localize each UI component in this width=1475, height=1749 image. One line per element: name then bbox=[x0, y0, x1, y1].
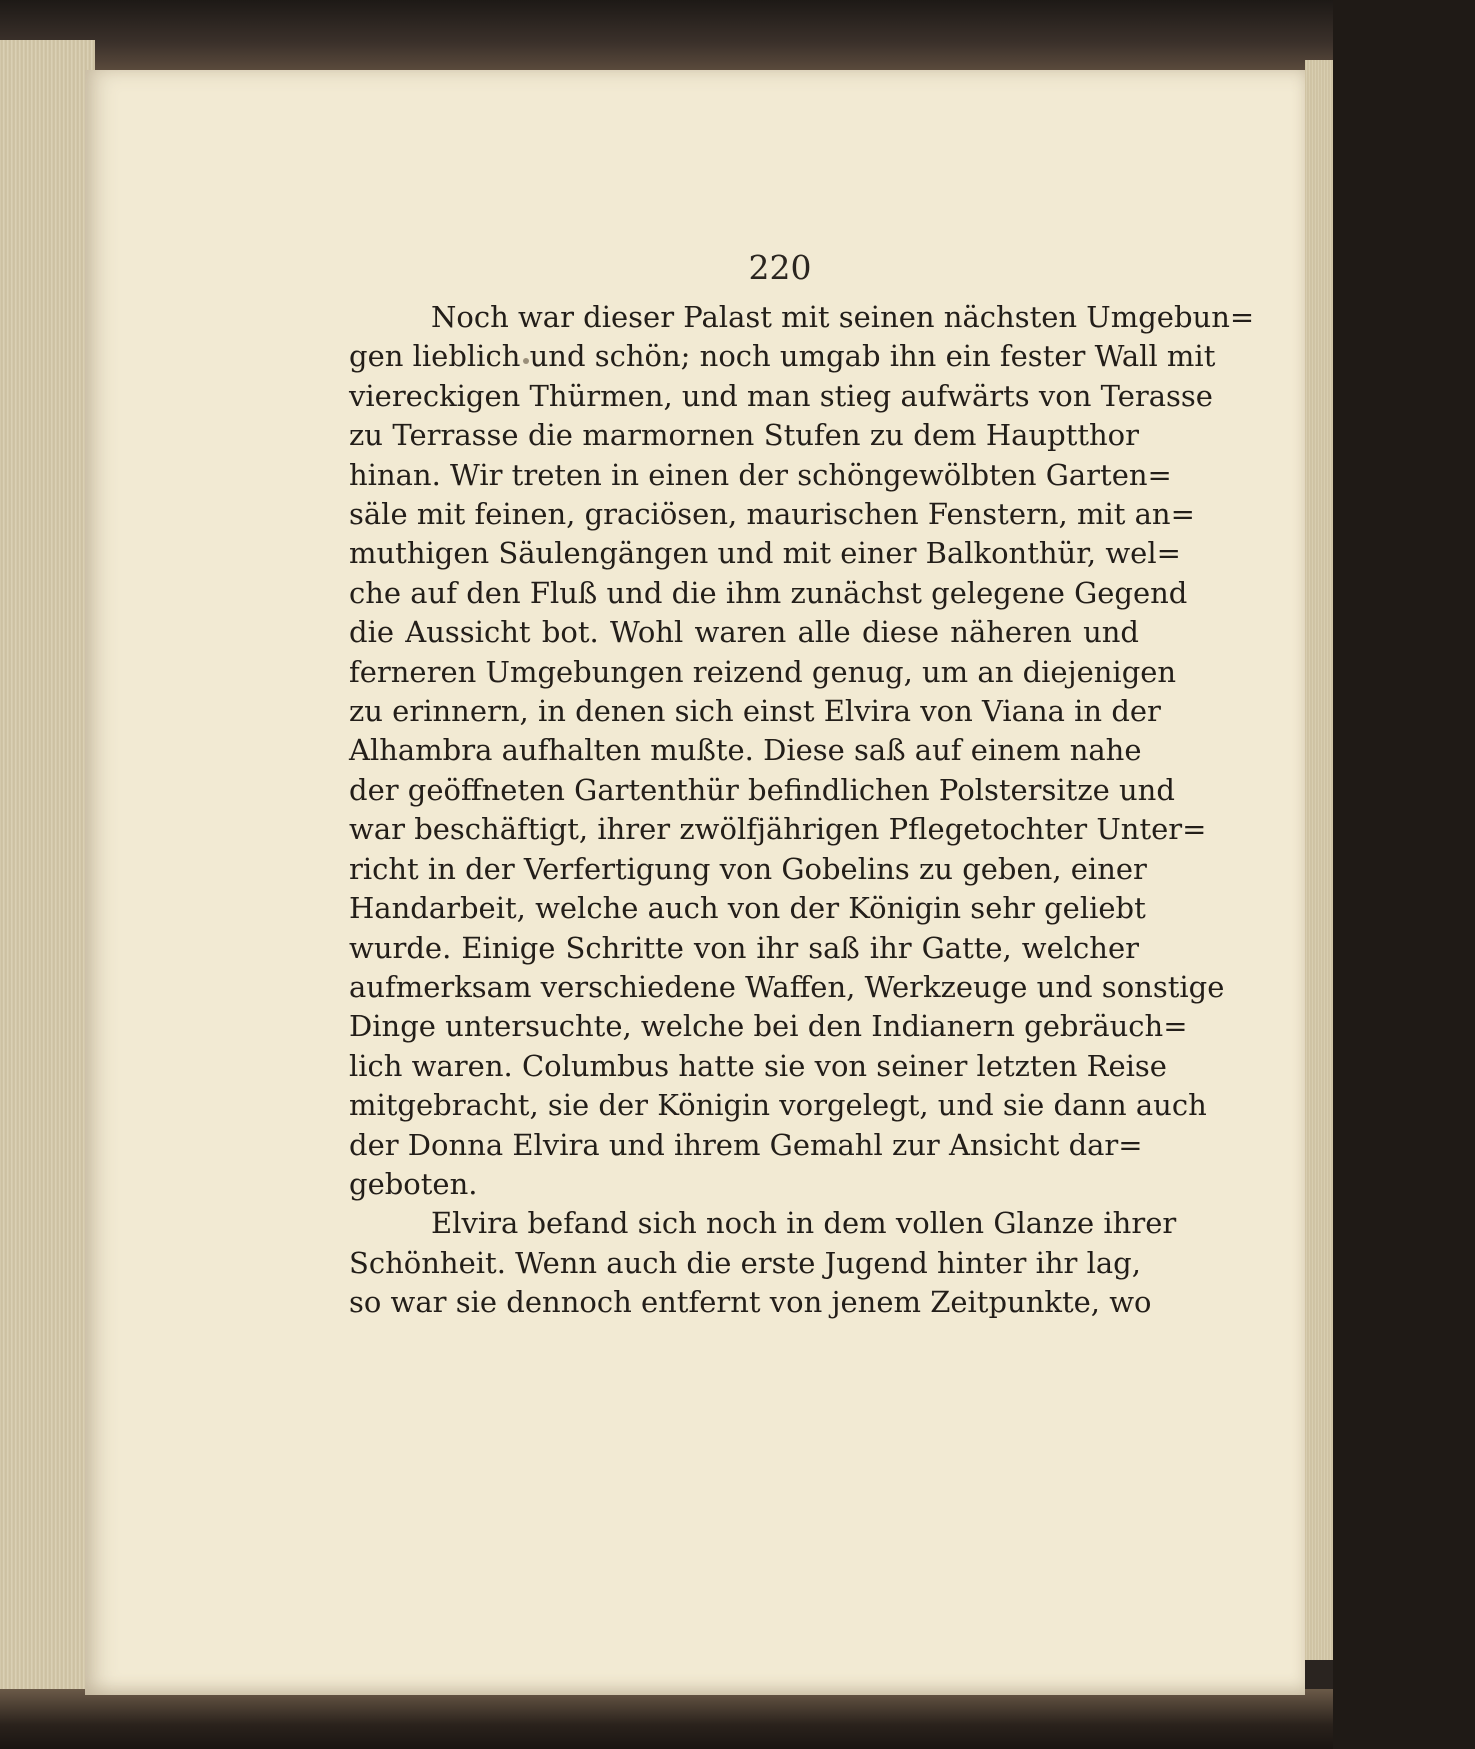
text-line: aufmerksam verschiedene Waffen, Werkzeuge und sonstige bbox=[349, 969, 1225, 1004]
paragraph-1 bbox=[349, 298, 1255, 1204]
text-line: richt in der Verfertigung von Gobelins zu geben, einer bbox=[349, 851, 1147, 886]
text-line: wurde. Einige Schritte von ihr saß ihr Gatte, welcher bbox=[349, 930, 1139, 965]
book-page bbox=[85, 70, 1305, 1695]
text-line: ferneren Umgebungen reizend genug, um an diejenigen bbox=[349, 654, 1177, 689]
text-line: Handarbeit, welche auch von der Königin sehr geliebt bbox=[349, 891, 1146, 926]
body-text bbox=[349, 298, 1255, 1323]
book-binding-bottom bbox=[0, 1689, 1333, 1749]
text-line: war beschäftigt, ihrer zwölfjährigen Pflegetochter Unter= bbox=[349, 812, 1207, 847]
page-edges-right bbox=[1305, 60, 1333, 1660]
text-line: geboten. bbox=[349, 1166, 478, 1201]
text-line: lich waren. Columbus hatte sie von seiner letzten Reise bbox=[349, 1048, 1167, 1083]
text-line: Dinge untersuchte, welche bei den Indianern gebräuch= bbox=[349, 1009, 1188, 1044]
text-line: hinan. Wir treten in einen der schöngewölbten Garten= bbox=[349, 457, 1172, 492]
text-line: muthigen Säulengängen und mit einer Balkonthür, wel= bbox=[349, 536, 1181, 571]
text-line: der Donna Elvira und ihrem Gemahl zur Ansicht dar= bbox=[349, 1127, 1143, 1162]
text-line: so war sie dennoch entfernt von jenem Zeitpunkte, wo bbox=[349, 1285, 1152, 1320]
book-binding-top bbox=[0, 0, 1333, 70]
text-line: Alhambra aufhalten mußte. Diese saß auf einem nahe bbox=[349, 733, 1142, 768]
text-line: Schönheit. Wenn auch die erste Jugend hinter ihr lag, bbox=[349, 1245, 1141, 1280]
text-line: mitgebracht, sie der Königin vorgelegt, und sie dann auch bbox=[349, 1088, 1207, 1123]
text-line: che auf den Fluß und die ihm zunächst gelegene Gegend bbox=[349, 575, 1188, 610]
page-edges-left bbox=[0, 40, 95, 1720]
text-line: viereckigen Thürmen, und man stieg aufwärts von Terasse bbox=[349, 378, 1213, 413]
page-number: 220 bbox=[748, 248, 812, 287]
text-line: säle mit feinen, graciösen, maurischen Fenstern, mit an= bbox=[349, 497, 1195, 532]
text-line: zu erinnern, in denen sich einst Elvira von Viana in der bbox=[349, 694, 1161, 729]
text-line: die Aussicht bot. Wohl waren alle diese näheren und bbox=[349, 615, 1139, 650]
text-line: gen lieblich und schön; noch umgab ihn ein fester Wall mit bbox=[349, 339, 1216, 374]
text-line: Noch war dieser Palast mit seinen nächsten Umgebun= bbox=[431, 300, 1255, 334]
text-line: zu Terrasse die marmornen Stufen zu dem Hauptthor bbox=[349, 418, 1139, 453]
text-line: der geöffneten Gartenthür befindlichen Polstersitze und bbox=[349, 772, 1175, 807]
paragraph-2 bbox=[349, 1204, 1177, 1322]
text-line: Elvira befand sich noch in dem vollen Glanze ihrer bbox=[431, 1206, 1177, 1241]
